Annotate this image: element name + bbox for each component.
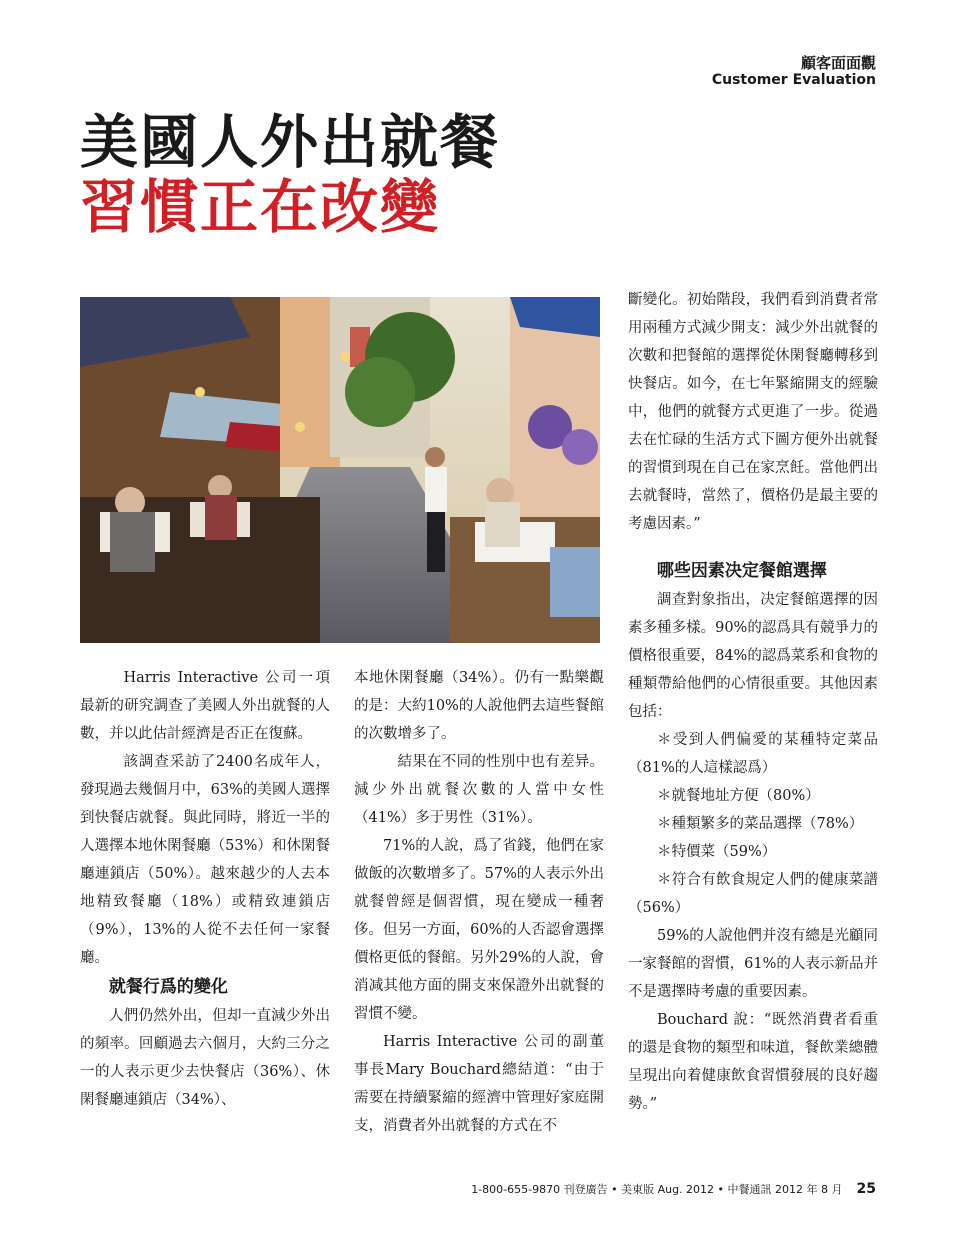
column-2 [354,664,604,1140]
column-1 [80,664,330,1114]
page-number: 25 [856,1181,876,1197]
bullet-item: ＊就餐地址方便（80%） [657,788,820,804]
paragraph: 斷變化。初始階段，我們看到消費者常用兩種方式減少開支：減少外出就餐的次數和把餐館的選擇從休閑餐廳轉移到快餐店。如今，在七年緊縮開支的經驗中，他們的就餐方式更進了一步。從過去在忙碌的生活方式下圖方便外出就餐的習慣到現在自己在家烹飪。當他們出去就餐時，當然了，價格仍是最主要的考慮因素。” [628,292,878,532]
street-cafe-photo [80,297,600,643]
paragraph: 59%的人說他們并沒有總是光顧同一家餐館的習慣，61%的人表示新品并不是選擇時考慮的重要因素。 [628,928,878,1000]
paragraph: 71%的人說，爲了省錢，他們在家做飯的次數增多了。57%的人表示外出就餐曾經是個習慣，現在變成一種奢侈。但另一方面，60%的人否認會選擇價格更低的餐館。另外29%的人說，會消减其他方面的開支來保證外出就餐的習慣不變。 [354,838,604,1022]
paragraph: Harris Interactive 公司的副董事長Mary Bouchard總結道：“由于需要在持續緊縮的經濟中管理好家庭開支，消費者外出就餐的方式在不 [354,1034,604,1134]
paragraph: 本地休閑餐廳（34%）。仍有一點樂觀的是：大約10%的人說他們去這些餐館的次數增多了。 [354,670,604,742]
paragraph: Harris Interactive 公司一項最新的研究調查了美國人外出就餐的人數，并以此估計經濟是否正在復蘇。 [80,670,330,742]
headline-line-2: 習慣正在改變 [80,173,441,241]
paragraph: 人們仍然外出，但却一直減少外出的頻率。回顧過去六個月，大約三分之一的人表示更少去快餐店（36%）、休閑餐廳連鎖店（34%）、 [80,1008,330,1108]
footer-text: 1-800-655-9870 刊登廣告 • 美東版 Aug. 2012 • 中餐通訊 2012 年 8 月 [471,1183,843,1196]
paragraph: 結果在不同的性別中也有差异。減少外出就餐次數的人當中女性（41%）多于男性（31%）。 [354,754,604,826]
section-title-zh: 顧客面面觀 [800,54,876,72]
bullet-item: ＊受到人們偏愛的某種特定菜品（81%的人這樣認爲） [628,732,878,776]
subheading-factors: 哪些因素决定餐館選擇 [656,561,827,581]
section-title-en: Customer Evaluation [711,72,876,88]
paragraph: Bouchard 說：“既然消費者看重的還是食物的類型和味道，餐飲業總體呈現出向着健康飲食習慣發展的良好趨勢。” [628,1012,878,1112]
bullet-item: ＊符合有飲食規定人們的健康菜譜（56%） [628,872,878,916]
paragraph: 調查對象指出，决定餐館選擇的因素多種多樣。90%的認爲具有競爭力的價格很重要，84%的認爲菜系和食物的種類帶給他們的心情很重要。其他因素包括： [628,592,878,720]
bullet-item: ＊種類繁多的菜品選擇（78%） [657,816,864,832]
page-footer [471,1181,876,1197]
subheading-dining-behavior: 就餐行爲的變化 [108,977,228,997]
bullet-item: ＊特價菜（59%） [657,844,777,860]
headline-line-1: 美國人外出就餐 [80,108,501,176]
column-3 [628,286,878,1118]
paragraph: 該調查采訪了2400名成年人，發現過去幾個月中，63%的美國人選擇到快餐店就餐。與此同時，將近一半的人選擇本地休閑餐廳（53%）和休閑餐廳連鎖店（50%）。越來越少的人去本地精致餐廳（18%）或精致連鎖店（9%），13%的人從不去任何一家餐廳。 [80,754,330,966]
